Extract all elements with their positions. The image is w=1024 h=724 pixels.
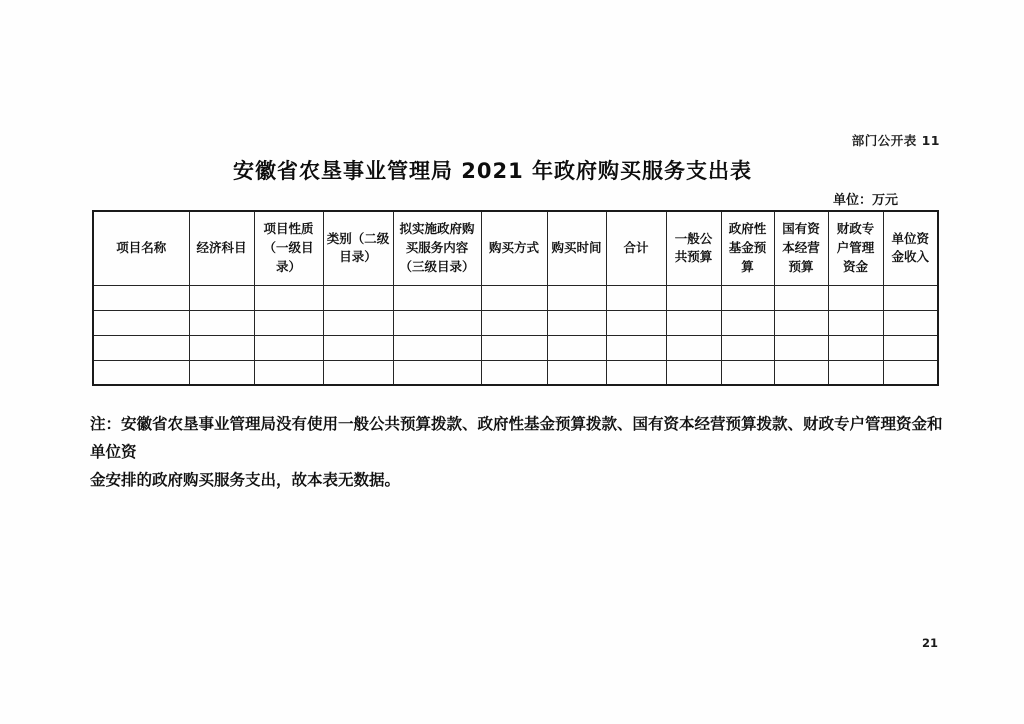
- table-cell: [547, 360, 606, 385]
- page-number: 21: [922, 636, 939, 650]
- table-cell: [393, 310, 481, 335]
- table-cell: [666, 310, 721, 335]
- table-cell: [254, 310, 323, 335]
- table-cell: [189, 360, 254, 385]
- table-cell: [93, 335, 189, 360]
- table-cell: [883, 335, 938, 360]
- table-cell: [547, 310, 606, 335]
- expenditure-table: [92, 210, 939, 386]
- col-service-content: 拟实施政府购买服务内容（三级目录）: [393, 211, 481, 285]
- table-cell: [481, 360, 547, 385]
- page-title: 安徽省农垦事业管理局 2021 年政府购买服务支出表: [232, 159, 753, 183]
- table-cell: [828, 335, 883, 360]
- table-cell: [666, 285, 721, 310]
- table-cell: [481, 285, 547, 310]
- table-row: [93, 335, 938, 360]
- table-row: [93, 285, 938, 310]
- table-cell: [393, 285, 481, 310]
- table-cell: [883, 285, 938, 310]
- table-cell: [547, 285, 606, 310]
- col-gov-fund-budget: 政府性基金预算: [721, 211, 774, 285]
- col-project-name: 项目名称: [93, 211, 189, 285]
- table-cell: [93, 285, 189, 310]
- footnote-line-1: 注：安徽省农垦事业管理局没有使用一般公共预算拨款、政府性基金预算拨款、国有资本经营预算拨款、财政专户管理资金和单位资: [90, 415, 943, 461]
- table-cell: [666, 335, 721, 360]
- table-cell: [547, 335, 606, 360]
- table-cell: [774, 310, 828, 335]
- header-row: [93, 211, 938, 285]
- table-cell: [828, 310, 883, 335]
- table-cell: [393, 335, 481, 360]
- table-cell: [93, 310, 189, 335]
- col-general-public-budget: 一般公共预算: [666, 211, 721, 285]
- table-cell: [189, 310, 254, 335]
- table-body: [93, 285, 938, 385]
- table-cell: [323, 285, 393, 310]
- table-cell: [606, 285, 666, 310]
- table-cell: [828, 285, 883, 310]
- table-cell: [323, 310, 393, 335]
- table-cell: [883, 360, 938, 385]
- table-cell: [189, 285, 254, 310]
- footnote: [90, 410, 952, 494]
- table-cell: [828, 360, 883, 385]
- col-project-nature: 项目性质（一级目录）: [254, 211, 323, 285]
- footnote-line-2: 金安排的政府购买服务支出，故本表无数据。: [90, 471, 401, 489]
- table-cell: [481, 310, 547, 335]
- col-purchase-method: 购买方式: [481, 211, 547, 285]
- table-cell: [254, 360, 323, 385]
- corner-table-label: 部门公开表 11: [851, 133, 940, 148]
- table-cell: [606, 310, 666, 335]
- table-cell: [721, 310, 774, 335]
- table-cell: [721, 285, 774, 310]
- table-cell: [774, 360, 828, 385]
- table-cell: [93, 360, 189, 385]
- table-cell: [481, 335, 547, 360]
- table-cell: [393, 360, 481, 385]
- col-purchase-time: 购买时间: [547, 211, 606, 285]
- table-cell: [666, 360, 721, 385]
- col-unit-fund-income: 单位资金收入: [883, 211, 938, 285]
- table-row: [93, 310, 938, 335]
- table-cell: [254, 285, 323, 310]
- table-cell: [883, 310, 938, 335]
- table-cell: [189, 335, 254, 360]
- col-economic-subject: 经济科目: [189, 211, 254, 285]
- table-cell: [774, 285, 828, 310]
- table-cell: [721, 335, 774, 360]
- col-state-capital-budget: 国有资本经营预算: [774, 211, 828, 285]
- table-row: [93, 360, 938, 385]
- table-cell: [254, 335, 323, 360]
- table-cell: [721, 360, 774, 385]
- table-cell: [606, 360, 666, 385]
- col-fiscal-account-funds: 财政专户管理资金: [828, 211, 883, 285]
- table-cell: [323, 335, 393, 360]
- table-cell: [606, 335, 666, 360]
- col-total: 合计: [606, 211, 666, 285]
- table-cell: [323, 360, 393, 385]
- unit-label: 单位：万元: [832, 193, 898, 208]
- table-cell: [774, 335, 828, 360]
- col-category: 类别（二级目录）: [323, 211, 393, 285]
